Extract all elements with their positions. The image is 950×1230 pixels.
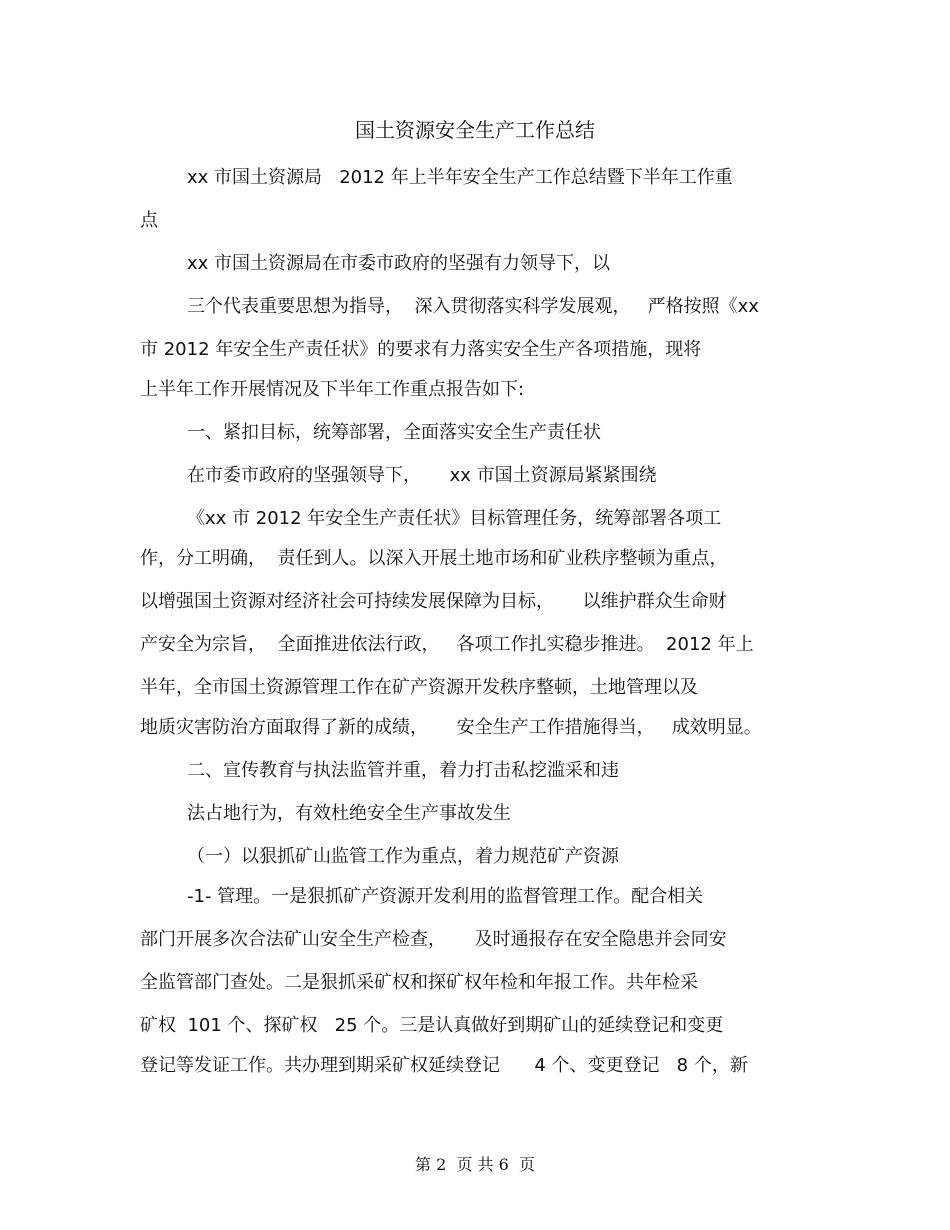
section-heading: 一、紧扣目标，统筹部署，全面落实安全生产责任状 <box>187 422 601 443</box>
page-footer: 第 2 页 共 6 页 <box>415 1155 535 1174</box>
body-line: 部门开展多次合法矿山安全生产检查， 及时通报存在安全隐患并会同安 <box>140 929 727 950</box>
body-line: xx 市国土资源局在市委市政府的坚强有力领导下，以 <box>187 253 611 274</box>
body-line: 三个代表重要思想为指导， 深入贯彻落实科学发展观， 严格按照《xx <box>187 296 759 317</box>
body-line: 作，分工明确， 责任到人。以深入开展土地市场和矿业秩序整顿为重点， <box>140 548 728 569</box>
body-line: 市 2012 年安全生产责任状》的要求有力落实安全生产各项措施，现将 <box>140 339 702 360</box>
body-line: 矿权 101 个、探矿权 25 个。三是认真做好到期矿山的延续登记和变更 <box>140 1015 724 1036</box>
body-line: 半年，全市国土资源管理工作在矿产资源开发秩序整顿，土地管理以及 <box>140 677 698 698</box>
body-line: 上半年工作开展情况及下半年工作重点报告如下: <box>140 379 525 400</box>
body-line: 在市委市政府的坚强领导下， xx 市国土资源局紧紧围绕 <box>187 465 657 486</box>
body-line: xx 市国土资源局 2012 年上半年安全生产工作总结暨下半年工作重 <box>187 167 733 188</box>
body-line: 《xx 市 2012 年安全生产责任状》目标管理任务，统筹部署各项工 <box>187 508 722 529</box>
body-line: 地质灾害防治方面取得了新的成绩， 安全生产工作措施得当， 成效明显。 <box>140 717 762 738</box>
body-line: 以增强国土资源对经济社会可持续发展保障为目标， 以维护群众生命财 <box>140 591 727 612</box>
section-heading: 法占地行为，有效杜绝安全生产事故发生 <box>187 803 511 824</box>
body-line: 全监管部门查处。二是狠抓采矿权和探矿权年检和年报工作。共年检采 <box>140 972 698 993</box>
body-line: 点 <box>140 210 158 231</box>
document-title: 国土资源安全生产工作总结 <box>355 118 595 142</box>
section-heading: 二、宣传教育与执法监管并重，着力打击私挖滥采和违 <box>187 760 619 781</box>
body-line: -1- 管理。一是狠抓矿产资源开发利用的监督管理工作。配合相关 <box>187 886 704 907</box>
body-line: 登记等发证工作。共办理到期采矿权延续登记 4 个、变更登记 8 个，新 <box>140 1055 748 1076</box>
subsection-heading: （一）以狠抓矿山监管工作为重点，着力规范矿产资源 <box>187 846 619 867</box>
body-line: 产安全为宗旨， 全面推进依法行政， 各项工作扎实稳步推进。 2012 年上 <box>140 634 754 655</box>
